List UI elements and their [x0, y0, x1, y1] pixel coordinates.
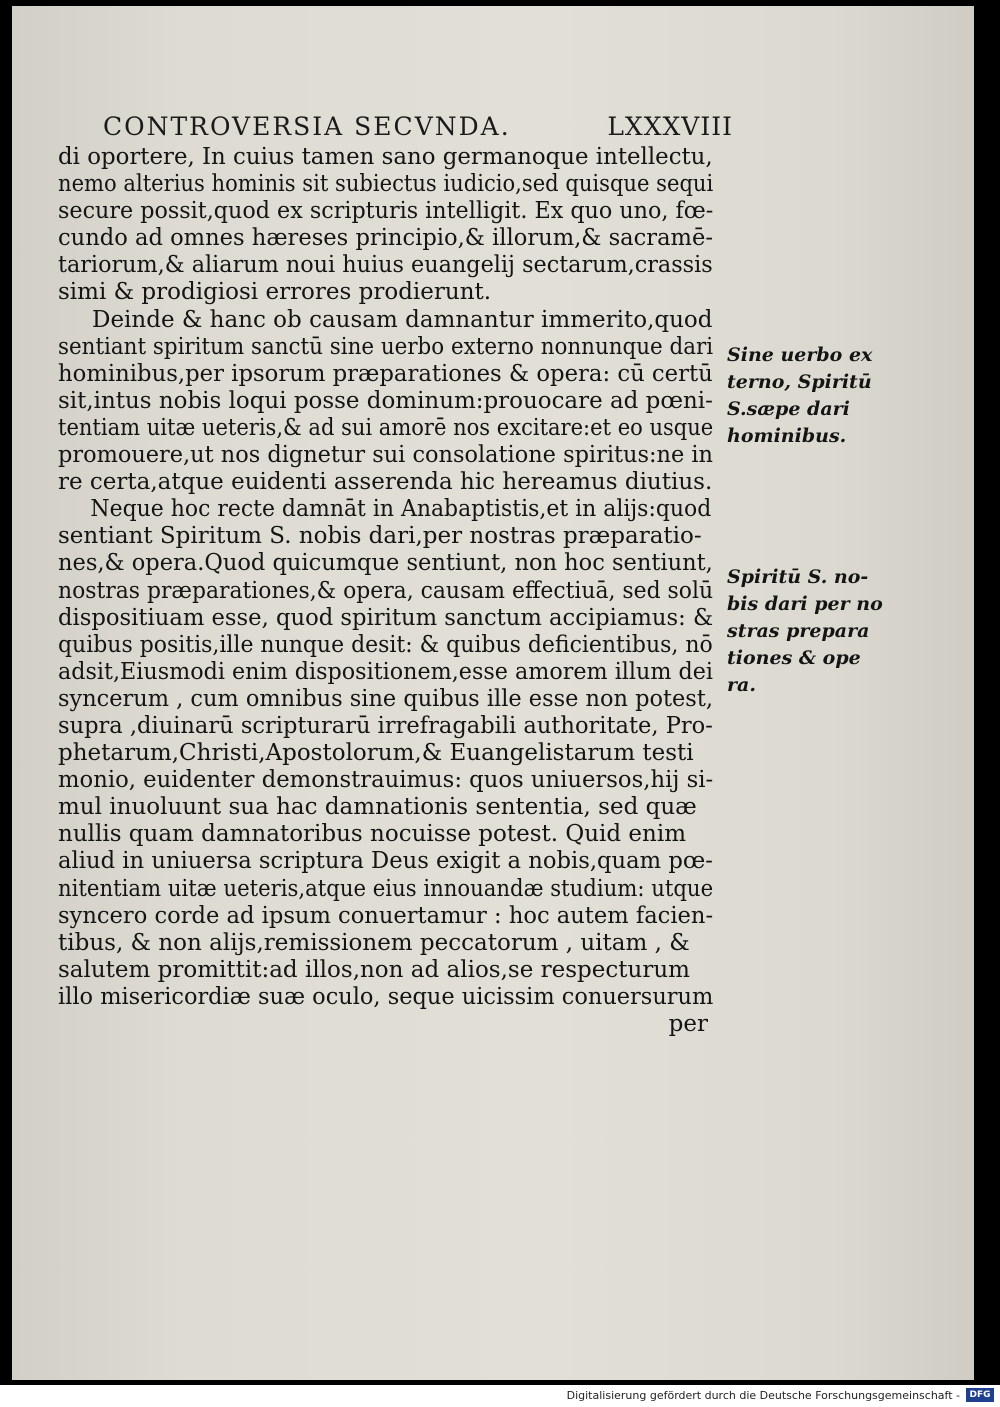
catchword: per: [668, 1011, 708, 1037]
text-line: re certa,atque euidenti asserenda hic hereamus diutius.: [58, 469, 713, 496]
text-line: syncero corde ad ipsum conuertamur : hoc autem facien-: [58, 902, 714, 929]
text-line: nitentiam uitæ ueteris,atque eius innouandæ studium: utque: [58, 875, 714, 902]
text-line: Deinde & hanc ob causam damnantur immerito,quod: [92, 306, 713, 333]
text-line: phetarum,Christi,Apostolorum,& Euangelistarum testi: [58, 740, 694, 767]
text-line: syncerum , cum omnibus sine quibus ille esse non potest,: [58, 685, 713, 712]
margin-note-line: ra.: [727, 674, 756, 697]
margin-note-line: Sine uerbo ex: [727, 344, 873, 366]
text-line: nullis quam damnatoribus nocuisse potest. Quid enim: [58, 821, 687, 848]
text-line: sentiant spiritum sanctū sine uerbo externo nonnunque dari: [58, 333, 714, 360]
text-line: adsit,Eiusmodi enim dispositionem,esse amorem illum dei: [58, 658, 714, 685]
text-line: secure possit,quod ex scripturis intelligit. Ex quo uno, fœ-: [58, 198, 714, 225]
text-line: promouere,ut nos dignetur sui consolatione spiritus:ne in: [58, 442, 713, 469]
margin-note-line: hominibus.: [727, 425, 847, 448]
text-line: quibus positis,ille nunque desit: & quibus deficientibus, nō: [58, 631, 713, 658]
text-line: illo misericordiæ suæ oculo, seque uicissim conuersurum: [58, 983, 714, 1010]
text-line: tariorum,& aliarum noui huius euangelij sectarum,crassis: [58, 252, 713, 279]
text-line: sentiant Spiritum S. nobis dari,per nostras præparatio-: [58, 523, 702, 550]
margin-note-line: Spiritū S. no-: [727, 566, 869, 588]
text-line: nes,& opera.Quod quicumque sentiunt, non hoc sentiunt,: [58, 550, 713, 577]
margin-note-line: terno, Spiritū: [727, 371, 872, 394]
margin-note-line: stras prepara: [727, 620, 870, 643]
text-line: supra ,diuinarū scripturarū irrefragabili authoritate, Pro-: [58, 712, 713, 739]
margin-note-2: [727, 564, 883, 699]
text-line: salutem promittit:ad illos,non ad alios,se respecturum: [58, 956, 690, 983]
text-line: mul inuoluunt sua hac damnationis sententia, sed quæ: [58, 794, 697, 821]
margin-note-1: [727, 342, 873, 450]
text-line: hominibus,per ipsorum præparationes & opera: cū certū: [58, 360, 713, 387]
text-line: dispositiuam esse, quod spiritum sanctum accipiamus: &: [58, 604, 714, 631]
text-line: sit,intus nobis loqui posse dominum:prouocare ad pœni-: [58, 387, 713, 414]
text-line: aliud in uniuersa scriptura Deus exigit a nobis,quam pœ-: [58, 848, 713, 875]
text-line: tentiam uitæ ueteris,& ad sui amorē nos excitare:et eo usque: [58, 414, 714, 441]
text-line: tibus, & non alijs,remissionem peccatorum , uitam , &: [58, 929, 690, 956]
text-line: cundo ad omnes hæreses principio,& illorum,& sacramē-: [58, 225, 713, 252]
text-line: nostras præparationes,& opera, causam effectiuā, sed solū: [58, 577, 714, 604]
text-line: monio, euidenter demonstrauimus: quos uniuersos,hij si-: [58, 767, 714, 794]
folio-number: LXXXVIII: [607, 112, 733, 141]
text-line: nemo alterius hominis sit subiectus iudicio,sed quisque sequi: [58, 171, 714, 198]
funding-credit: Digitalisierung gefördert durch die Deutsche Forschungsgemeinschaft -: [566, 1389, 960, 1402]
margin-note-line: S.sæpe dari: [727, 398, 850, 421]
dfg-logo: DFG: [966, 1388, 994, 1402]
digitization-footer: [0, 1385, 1000, 1407]
margin-note-line: bis dari per no: [727, 593, 883, 616]
margin-note-line: tiones & ope: [727, 647, 861, 670]
text-line: di oportere, In cuius tamen sano germanoque intellectu,: [58, 144, 713, 170]
running-title: CONTROVERSIA SECVNDA.: [103, 112, 511, 141]
text-line: Neque hoc recte damnāt in Anabaptistis,et in alijs:quod: [90, 496, 712, 523]
body-text: [58, 144, 718, 1038]
text-line: simi & prodigiosi errores prodierunt.: [58, 279, 492, 306]
